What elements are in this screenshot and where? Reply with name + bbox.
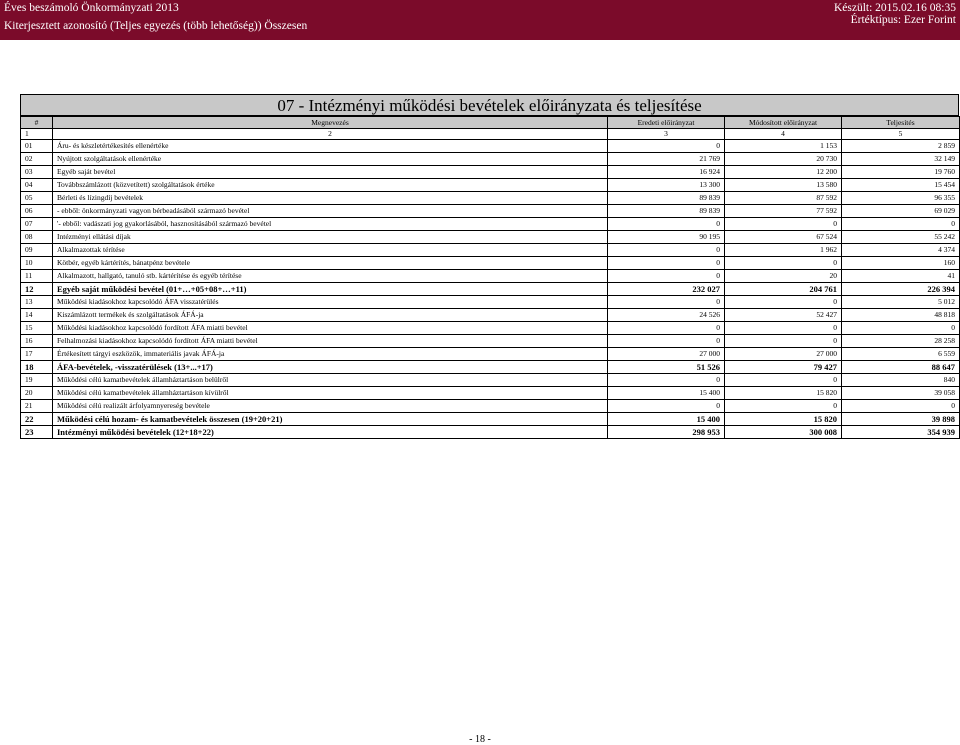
row-label: Áru- és készletértékesítés ellenértéke: [53, 140, 608, 153]
col-header-name: Megnevezés: [53, 117, 608, 129]
row-label: Működési célú kamatbevételek államháztartáson belülről: [53, 374, 608, 387]
row-label: Intézményi működési bevételek (12+18+22): [53, 426, 608, 439]
original-appropriation: 0: [608, 140, 725, 153]
row-number: 14: [21, 309, 53, 322]
actual-performance: 32 149: [842, 153, 960, 166]
row-number: 02: [21, 153, 53, 166]
actual-performance: 69 029: [842, 205, 960, 218]
actual-performance: 0: [842, 322, 960, 335]
original-appropriation: 0: [608, 218, 725, 231]
row-number: 12: [21, 283, 53, 296]
modified-appropriation: 1 962: [725, 244, 842, 257]
original-appropriation: 0: [608, 374, 725, 387]
row-label: Kötbér, egyéb kártérítés, bánatpénz bevétele: [53, 257, 608, 270]
table-row: [21, 361, 960, 374]
modified-appropriation: 0: [725, 335, 842, 348]
table-row: [21, 205, 960, 218]
original-appropriation: 0: [608, 270, 725, 283]
report-name: Éves beszámoló Önkormányzati 2013: [4, 2, 179, 14]
value-type: Értéktípus: Ezer Forint: [850, 14, 956, 26]
row-number: 10: [21, 257, 53, 270]
row-label: Felhalmozási kiadásokhoz kapcsolódó fordított ÁFA miatti bevétel: [53, 335, 608, 348]
modified-appropriation: 77 592: [725, 205, 842, 218]
modified-appropriation: 0: [725, 400, 842, 413]
original-appropriation: 0: [608, 400, 725, 413]
original-appropriation: 89 839: [608, 205, 725, 218]
row-number: 23: [21, 426, 53, 439]
table-row: [21, 283, 960, 296]
original-appropriation: 51 526: [608, 361, 725, 374]
table-row: [21, 296, 960, 309]
original-appropriation: 0: [608, 257, 725, 270]
table-row: [21, 270, 960, 283]
row-number: 18: [21, 361, 53, 374]
actual-performance: 19 760: [842, 166, 960, 179]
actual-performance: 0: [842, 218, 960, 231]
table-row: [21, 218, 960, 231]
row-number: 15: [21, 322, 53, 335]
actual-performance: 28 258: [842, 335, 960, 348]
modified-appropriation: 1 153: [725, 140, 842, 153]
original-appropriation: 15 400: [608, 387, 725, 400]
table-row: [21, 192, 960, 205]
original-appropriation: 13 300: [608, 179, 725, 192]
modified-appropriation: 0: [725, 296, 842, 309]
original-appropriation: 24 526: [608, 309, 725, 322]
row-label: Működési célú hozam- és kamatbevételek összesen (19+20+21): [53, 413, 608, 426]
modified-appropriation: 20 730: [725, 153, 842, 166]
col-number: 4: [725, 129, 842, 140]
actual-performance: 2 859: [842, 140, 960, 153]
row-number: 17: [21, 348, 53, 361]
row-label: Alkalmazottak térítése: [53, 244, 608, 257]
row-label: Egyéb saját bevétel: [53, 166, 608, 179]
actual-performance: 4 374: [842, 244, 960, 257]
table-row: [21, 140, 960, 153]
table-row: [21, 426, 960, 439]
col-header-original: Eredeti előirányzat: [608, 117, 725, 129]
row-label: ÁFA-bevételek, -visszatérülések (13+...+17): [53, 361, 608, 374]
row-number: 09: [21, 244, 53, 257]
table-row: [21, 348, 960, 361]
row-number: 05: [21, 192, 53, 205]
modified-appropriation: 12 200: [725, 166, 842, 179]
col-number: 5: [842, 129, 960, 140]
row-label: Nyújtott szolgáltatások ellenértéke: [53, 153, 608, 166]
original-appropriation: 89 839: [608, 192, 725, 205]
row-number: 16: [21, 335, 53, 348]
created-timestamp: Készült: 2015.02.16 08:35: [833, 2, 956, 14]
modified-appropriation: 204 761: [725, 283, 842, 296]
row-label: '- ebből: vadászati jog gyakorlásából, hasznosításából származó bevétel: [53, 218, 608, 231]
row-label: Működési kiadásokhoz kapcsolódó fordított ÁFA miatti bevétel: [53, 322, 608, 335]
row-number: 20: [21, 387, 53, 400]
original-appropriation: 0: [608, 335, 725, 348]
table-row: [21, 400, 960, 413]
actual-performance: 15 454: [842, 179, 960, 192]
col-header-hash: #: [21, 117, 53, 129]
report-header-bar: [0, 0, 960, 40]
page-number: - 18 -: [469, 734, 491, 745]
col-header-modified: Módosított előirányzat: [725, 117, 842, 129]
row-number: 08: [21, 231, 53, 244]
row-label: Intézményi ellátási díjak: [53, 231, 608, 244]
row-number: 11: [21, 270, 53, 283]
actual-performance: 39 898: [842, 413, 960, 426]
modified-appropriation: 15 820: [725, 387, 842, 400]
table-row: [21, 244, 960, 257]
col-number: 1: [21, 129, 53, 140]
actual-performance: 96 355: [842, 192, 960, 205]
column-number-row: [21, 129, 960, 140]
row-label: Működési célú realizált árfolyamnyereség bevétele: [53, 400, 608, 413]
row-label: Bérleti és lízingdíj bevételek: [53, 192, 608, 205]
modified-appropriation: 67 524: [725, 231, 842, 244]
modified-appropriation: 79 427: [725, 361, 842, 374]
row-number: 06: [21, 205, 53, 218]
modified-appropriation: 0: [725, 257, 842, 270]
actual-performance: 39 058: [842, 387, 960, 400]
original-appropriation: 90 195: [608, 231, 725, 244]
actual-performance: 5 012: [842, 296, 960, 309]
actual-performance: 41: [842, 270, 960, 283]
page-title: 07 - Intézményi működési bevételek előirányzata és teljesítése: [20, 94, 959, 116]
actual-performance: 55 242: [842, 231, 960, 244]
original-appropriation: 27 000: [608, 348, 725, 361]
original-appropriation: 0: [608, 296, 725, 309]
actual-performance: 48 818: [842, 309, 960, 322]
modified-appropriation: 52 427: [725, 309, 842, 322]
actual-performance: 6 559: [842, 348, 960, 361]
modified-appropriation: 0: [725, 374, 842, 387]
row-label: Egyéb saját működési bevétel (01+…+05+08+…+11): [53, 283, 608, 296]
revenue-table: [20, 116, 960, 439]
table-row: [21, 153, 960, 166]
col-number: 3: [608, 129, 725, 140]
row-number: 21: [21, 400, 53, 413]
row-label: Értékesített tárgyi eszközök, immateriális javak ÁFÁ-ja: [53, 348, 608, 361]
row-label: Továbbszámlázott (közvetített) szolgáltatások értéke: [53, 179, 608, 192]
actual-performance: 840: [842, 374, 960, 387]
modified-appropriation: 300 008: [725, 426, 842, 439]
row-label: Működési kiadásokhoz kapcsolódó ÁFA visszatérülés: [53, 296, 608, 309]
column-header-row: [21, 117, 960, 129]
original-appropriation: 15 400: [608, 413, 725, 426]
row-label: Kiszámlázott termékek és szolgáltatások ÁFÁ-ja: [53, 309, 608, 322]
table-row: [21, 374, 960, 387]
original-appropriation: 232 027: [608, 283, 725, 296]
report-filter: Kiterjesztett azonosító (Teljes egyezés (több lehetőség)) Összesen: [4, 20, 308, 32]
original-appropriation: 21 769: [608, 153, 725, 166]
row-number: 03: [21, 166, 53, 179]
modified-appropriation: 27 000: [725, 348, 842, 361]
table-row: [21, 179, 960, 192]
table-row: [21, 166, 960, 179]
modified-appropriation: 87 592: [725, 192, 842, 205]
modified-appropriation: 15 820: [725, 413, 842, 426]
modified-appropriation: 0: [725, 218, 842, 231]
modified-appropriation: 13 580: [725, 179, 842, 192]
actual-performance: 160: [842, 257, 960, 270]
table-row: [21, 335, 960, 348]
modified-appropriation: 0: [725, 322, 842, 335]
row-number: 04: [21, 179, 53, 192]
original-appropriation: 16 924: [608, 166, 725, 179]
row-label: - ebből: önkormányzati vagyon bérbeadásából származó bevétel: [53, 205, 608, 218]
actual-performance: 354 939: [842, 426, 960, 439]
original-appropriation: 0: [608, 244, 725, 257]
table-row: [21, 257, 960, 270]
col-header-actual: Teljesítés: [842, 117, 960, 129]
col-number: 2: [53, 129, 608, 140]
actual-performance: 226 394: [842, 283, 960, 296]
row-number: 07: [21, 218, 53, 231]
row-number: 22: [21, 413, 53, 426]
row-number: 01: [21, 140, 53, 153]
row-label: Működési célú kamatbevételek államháztartáson kívülről: [53, 387, 608, 400]
original-appropriation: 0: [608, 322, 725, 335]
table-row: [21, 387, 960, 400]
row-number: 19: [21, 374, 53, 387]
row-number: 13: [21, 296, 53, 309]
row-label: Alkalmazott, hallgató, tanuló stb. kártérítése és egyéb térítése: [53, 270, 608, 283]
modified-appropriation: 20: [725, 270, 842, 283]
table-row: [21, 322, 960, 335]
actual-performance: 0: [842, 400, 960, 413]
table-row: [21, 309, 960, 322]
original-appropriation: 298 953: [608, 426, 725, 439]
table-row: [21, 413, 960, 426]
actual-performance: 88 647: [842, 361, 960, 374]
table-row: [21, 231, 960, 244]
